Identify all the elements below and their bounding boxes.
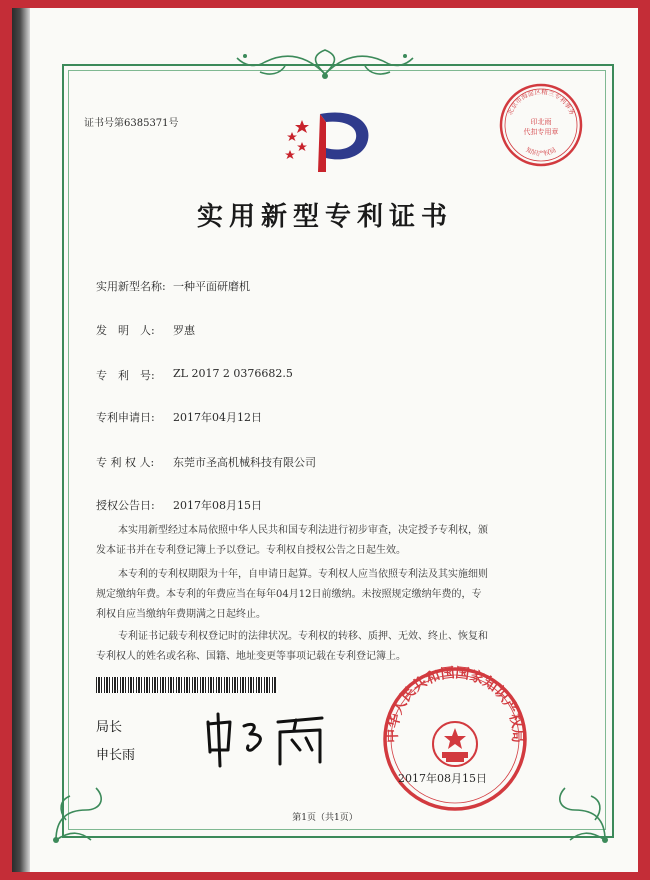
- svg-text:知识产权局: [525, 145, 558, 158]
- field-patentee-label: 专 利 权 人:: [96, 456, 155, 469]
- paragraph-line: 本实用新型经过本局依照中华人民共和国专利法进行初步审查，决定授予专利权，颁: [118, 525, 488, 536]
- field-application-date-label: 专利申请日:: [96, 411, 155, 424]
- paragraph-line: 利权自应当缴纳年费期满之日起终止。: [96, 609, 266, 620]
- corner-ornament-bottom-right: [545, 770, 615, 845]
- national-emblem-icon: [433, 722, 477, 766]
- seal-date: 2017年08月15日: [398, 772, 487, 785]
- patent-office-logo-icon: [280, 106, 380, 176]
- page-footer: 第1页（共1页）: [292, 813, 358, 823]
- agent-seal: [496, 80, 586, 170]
- field-application-date-value: 2017年04月12日: [173, 411, 262, 424]
- paragraph-line: 发本证书并在专利登记簿上予以登记。专利权自授权公告之日起生效。: [96, 545, 406, 556]
- paragraph-line: 规定缴纳年费。本专利的年费应当在每年04月12日前缴纳。未按照规定缴纳年费的，专: [96, 589, 482, 600]
- field-inventor-value: 罗惠: [173, 324, 195, 337]
- agent-seal-mid1: 印北雨: [530, 118, 552, 126]
- field-patent-number-label: 专 利 号:: [96, 369, 155, 382]
- director-signature: [196, 704, 346, 774]
- field-grant-date-value: 2017年08月15日: [173, 499, 262, 512]
- certificate-barcode: [96, 677, 276, 693]
- corner-ornament-bottom-left: [46, 770, 116, 845]
- field-patentee-value: 东莞市圣高机械科技有限公司: [173, 456, 316, 469]
- field-inventor-label: 发 明 人:: [96, 324, 155, 337]
- certificate-title: 实用新型专利证书: [196, 202, 453, 232]
- agent-seal-mid2: 代扣专用章: [523, 128, 559, 136]
- certificate-number: 证书号第6385371号: [84, 118, 179, 129]
- field-name-value: 一种平面研磨机: [173, 280, 250, 293]
- top-ornament: [225, 44, 425, 84]
- field-patent-number-value: ZL 2017 2 0376682.5: [173, 367, 293, 380]
- paragraph-line: 专利权人的姓名或名称、国籍、地址变更等事项记载在专利登记簿上。: [96, 651, 406, 662]
- binding-spine: [12, 8, 30, 872]
- state-seal-text: 中华人民共和国国家知识产权局: [384, 665, 526, 743]
- field-name-label: 实用新型名称:: [96, 280, 166, 293]
- agent-seal-top-text: 北京市海淀区精兰专利事务: [505, 87, 577, 117]
- paragraph-line: 本专利的专利权期限为十年，自申请日起算。专利权人应当依照专利法及其实施细则: [118, 569, 488, 580]
- director-title: 局长: [96, 720, 123, 735]
- paragraph-line: 专利证书记载专利权登记时的法律状况。专利权的转移、质押、无效、终止、恢复和: [118, 631, 488, 642]
- agent-seal-bottom-text: 知识产权局: [524, 145, 558, 158]
- director-name: 申长雨: [96, 748, 136, 763]
- svg-text:北京市海淀区精兰专利事务: [505, 87, 577, 117]
- state-ip-office-seal: [380, 664, 530, 814]
- field-grant-date-label: 授权公告日:: [96, 499, 155, 512]
